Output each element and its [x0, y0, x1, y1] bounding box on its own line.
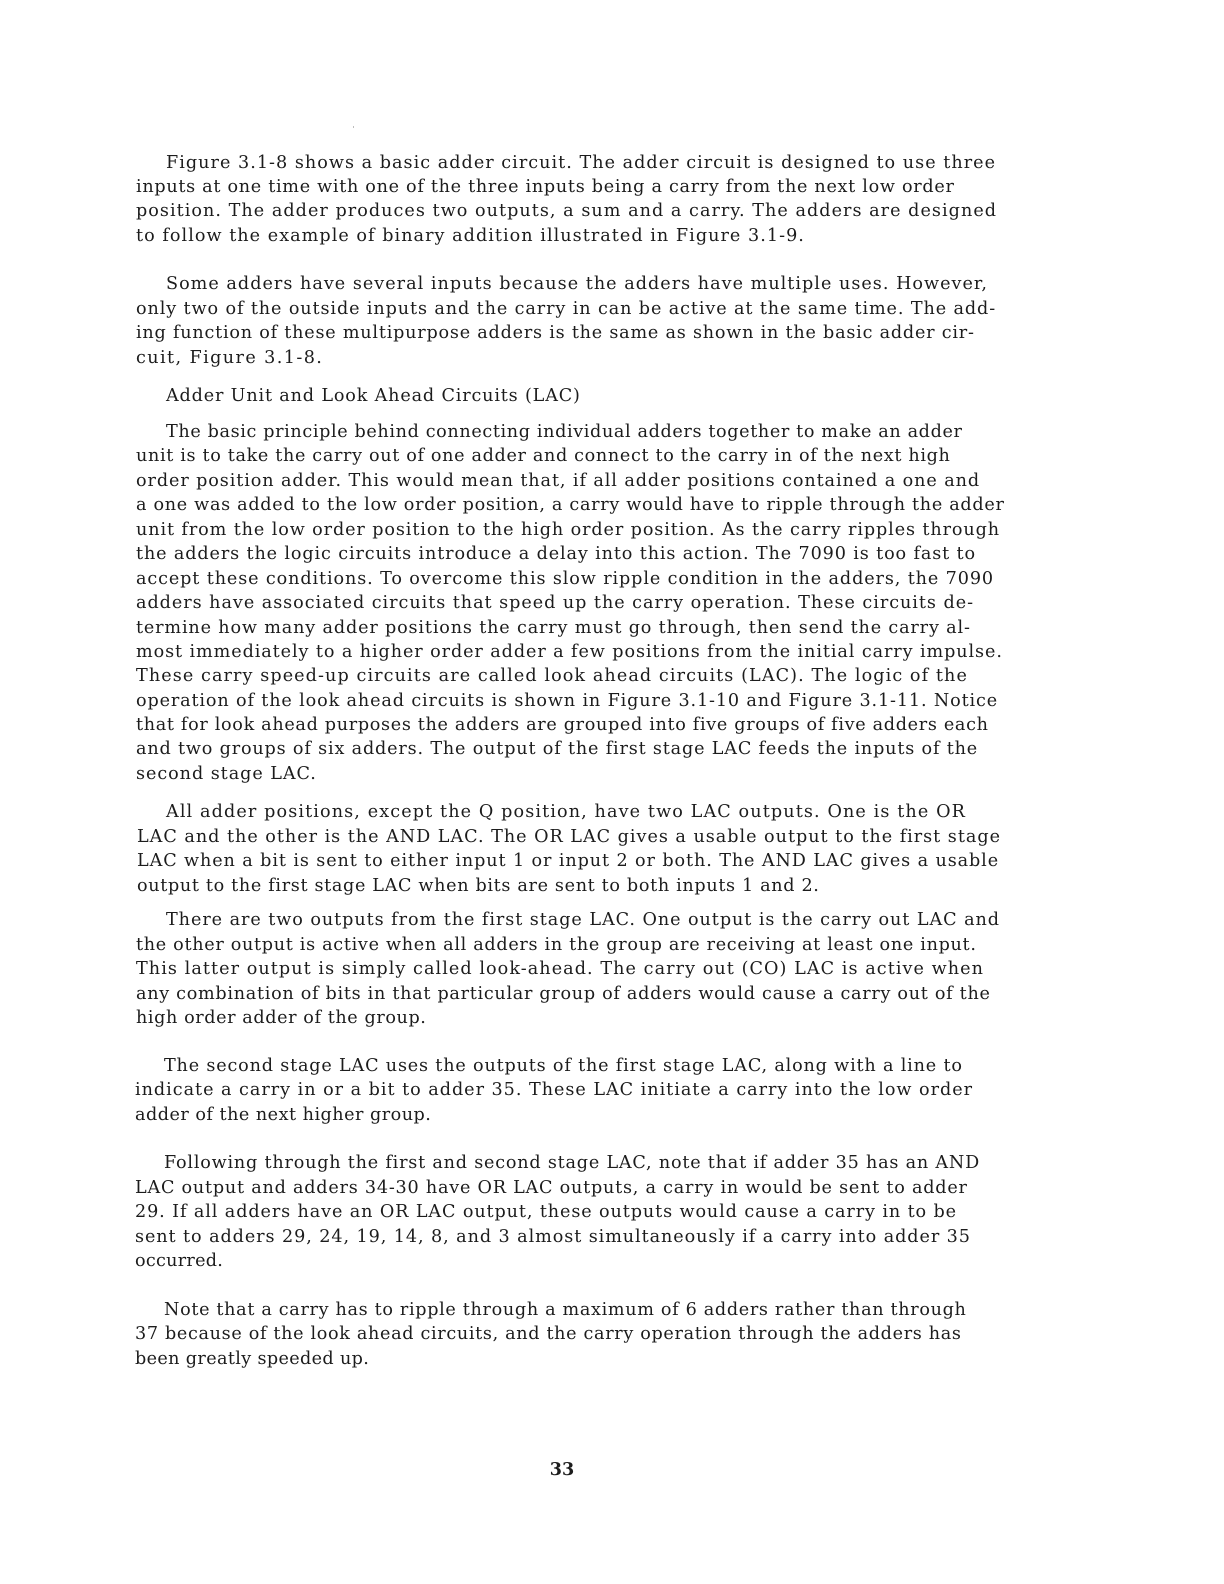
text-line: adder of the next higher group.	[135, 1105, 432, 1125]
text-line: These carry speed-up circuits are called look ahead circuits (LAC). The logic of the	[136, 666, 968, 686]
text-line: termine how many adder positions the carry must go through, then send the carry al-	[136, 618, 971, 638]
text-line: most immediately to a higher order adder a few positions from the initial carry impulse.	[136, 642, 1003, 662]
text-line: any combination of bits in that particular group of adders would cause a carry out of the	[136, 984, 991, 1004]
text-line: This latter output is simply called look-ahead. The carry out (CO) LAC is active when	[136, 959, 985, 979]
text-line: LAC output and adders 34-30 have OR LAC outputs, a carry in would be sent to adder	[135, 1178, 968, 1198]
text-line: output to the first stage LAC when bits are sent to both inputs 1 and 2.	[137, 876, 820, 896]
text-line: only two of the outside inputs and the carry in can be active at the same time. The add-	[136, 299, 997, 319]
text-line: the adders the logic circuits introduce a delay into this action. The 7090 is too fast to	[136, 544, 976, 564]
text-line: 37 because of the look ahead circuits, and the carry operation through the adders has	[135, 1324, 962, 1344]
text-line: position. The adder produces two outputs, a sum and a carry. The adders are designed	[136, 201, 998, 221]
page-number: 33	[549, 1459, 575, 1480]
scan-speck	[353, 126, 354, 128]
text-line: There are two outputs from the first stage LAC. One output is the carry out LAC and	[166, 910, 1000, 930]
text-line: the other output is active when all adders in the group are receiving at least one input.	[136, 935, 977, 955]
text-line: Note that a carry has to ripple through a maximum of 6 adders rather than through	[164, 1300, 967, 1320]
text-line: operation of the look ahead circuits is shown in Figure 3.1-10 and Figure 3.1-11. Notice	[136, 691, 998, 711]
text-line: All adder positions, except the Q position, have two LAC outputs. One is the OR	[166, 802, 966, 822]
text-line: The second stage LAC uses the outputs of the first stage LAC, along with a line to	[164, 1056, 963, 1076]
text-line: Figure 3.1-8 shows a basic adder circuit. The adder circuit is designed to use three	[166, 153, 996, 173]
text-line: ing function of these multipurpose adders is the same as shown in the basic adder cir-	[136, 323, 975, 343]
text-line: Following through the first and second stage LAC, note that if adder 35 has an AND	[164, 1153, 980, 1173]
text-line: order position adder. This would mean that, if all adder positions contained a one and	[136, 471, 980, 491]
text-line: LAC and the other is the AND LAC. The OR LAC gives a usable output to the first stage	[137, 827, 1001, 847]
text-line: The basic principle behind connecting individual adders together to make an adder	[166, 422, 963, 442]
text-line: 29. If all adders have an OR LAC output, these outputs would cause a carry in to be	[135, 1202, 957, 1222]
text-line: been greatly speeded up.	[135, 1349, 370, 1369]
text-line: high order adder of the group.	[136, 1008, 427, 1028]
text-line: sent to adders 29, 24, 19, 14, 8, and 3 almost simultaneously if a carry into adder 35	[135, 1227, 971, 1247]
text-line: accept these conditions. To overcome this slow ripple condition in the adders, the 7090	[136, 569, 994, 589]
text-line: occurred.	[135, 1251, 224, 1271]
text-line: inputs at one time with one of the three inputs being a carry from the next low order	[136, 177, 955, 197]
text-line: that for look ahead purposes the adders are grouped into five groups of five adders each	[136, 715, 989, 735]
text-line: Some adders have several inputs because the adders have multiple uses. However,	[166, 274, 989, 294]
text-line: a one was added to the low order position, a carry would have to ripple through the adder	[136, 495, 1005, 515]
text-line: LAC when a bit is sent to either input 1 or input 2 or both. The AND LAC gives a usable	[137, 851, 1000, 871]
text-line: adders have associated circuits that speed up the carry operation. These circuits de-	[136, 593, 974, 613]
text-line: second stage LAC.	[136, 764, 317, 784]
text-line: and two groups of six adders. The output of the first stage LAC feeds the inputs of the	[136, 739, 979, 759]
text-line: cuit, Figure 3.1-8.	[136, 348, 324, 368]
text-line: to follow the example of binary addition illustrated in Figure 3.1-9.	[136, 226, 805, 246]
text-line: unit is to take the carry out of one adder and connect to the carry in of the next high	[136, 446, 951, 466]
text-line: indicate a carry in or a bit to adder 35. These LAC initiate a carry into the low order	[135, 1080, 973, 1100]
section-heading: Adder Unit and Look Ahead Circuits (LAC)	[166, 386, 581, 406]
text-line: unit from the low order position to the high order position. As the carry ripples through	[136, 520, 1001, 540]
